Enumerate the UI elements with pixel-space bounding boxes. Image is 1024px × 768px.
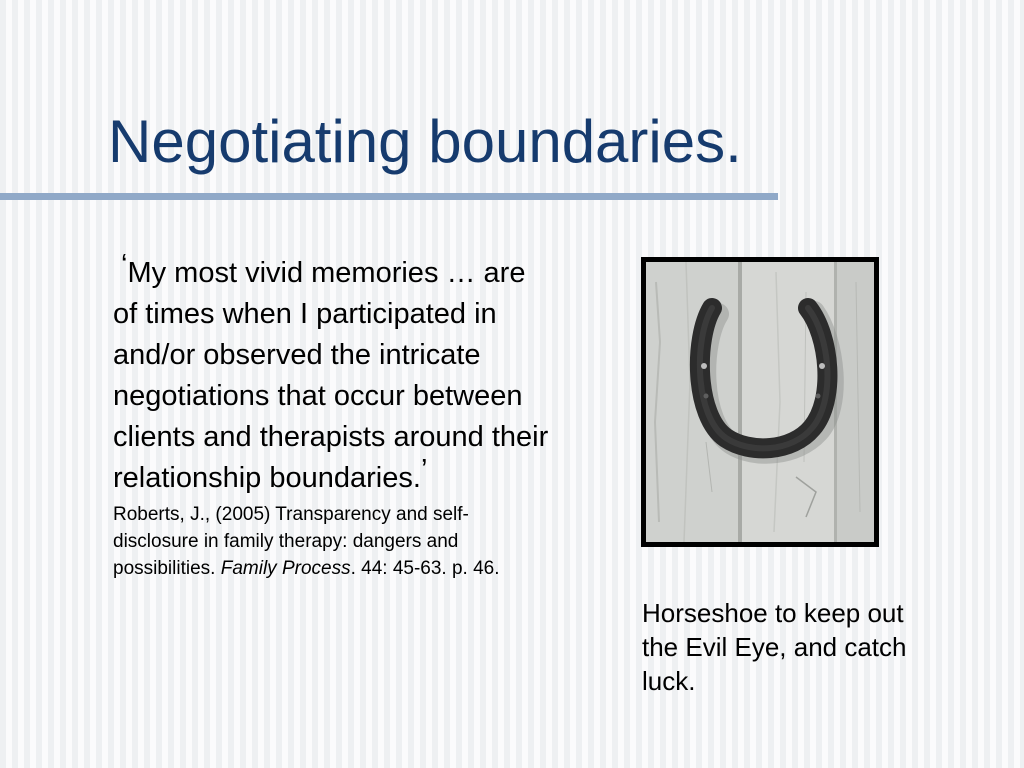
horseshoe-icon xyxy=(646,262,874,542)
slide-title: Negotiating boundaries. xyxy=(108,108,742,175)
quote-text: My most vivid memories … are of times when I participated in and/or observed the intricate negotiations that occur between clients and therapists around their relationship boundaries. xyxy=(113,257,549,494)
citation xyxy=(113,501,553,582)
title-divider xyxy=(0,193,778,200)
citation-journal: Family Process xyxy=(220,558,351,579)
quote xyxy=(113,249,553,499)
image-caption: Horseshoe to keep out the Evil Eye, and catch luck. xyxy=(642,598,907,696)
quote-close-mark: ’ xyxy=(420,454,428,486)
quote-block xyxy=(113,249,553,582)
citation-authors-title: Roberts, J., (2005) Transparency and self-disclosure in family therapy: dangers and possibilities. xyxy=(113,504,469,579)
horseshoe-image xyxy=(641,257,879,547)
quote-open-mark: ‘ xyxy=(121,249,128,281)
citation-pages: . 44: 45-63. p. 46. xyxy=(350,558,500,579)
